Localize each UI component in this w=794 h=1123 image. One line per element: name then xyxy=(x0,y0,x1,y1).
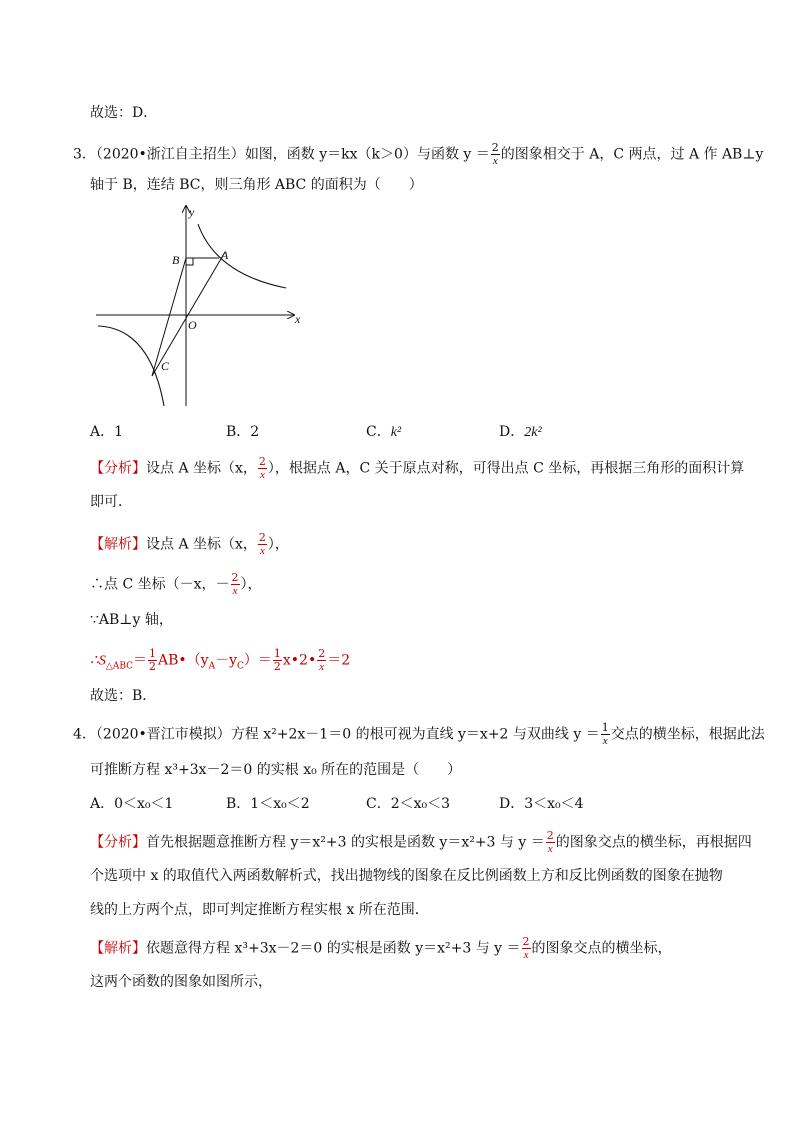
label-O: O xyxy=(188,318,197,332)
fraction-2-over-x: $\frac{2}{x}$ xyxy=(258,455,266,481)
label-B: B xyxy=(172,253,180,267)
q3-stem-fraction: $\frac{2}{x}$ xyxy=(491,141,499,167)
q3-conclusion: 故选：B． xyxy=(90,688,157,704)
q4-option-b: B．1＜x₀＜2 xyxy=(226,796,310,812)
q3-number: 3． xyxy=(73,146,96,163)
q3-figure xyxy=(88,198,308,408)
label-C: C xyxy=(161,359,170,373)
label-y: y xyxy=(189,205,195,219)
q4-option-a: A．0＜x₀＜1 xyxy=(90,796,174,812)
q4-stem-line2: 可推断方程 x³+3x－2＝0 的实根 x₀ 所在的范围是（ ） xyxy=(90,762,462,778)
q4-analysis-line2: 个选项中 x 的取值代入两函数解析式，找出抛物线的图象在反比例函数上方和反比例函数的图象在抛物 xyxy=(90,868,723,884)
q3-stem-line1: 3．（2020•浙江自主招生）如图，函数 y＝kx（k＞0）与函数 y ＝ $\frac{2}{x}$ 的图象相交于 A，C 两点，过 A 作 AB⊥y xyxy=(73,141,764,167)
analysis-tag: 【分析】 xyxy=(90,460,146,477)
q3-solution-line3: ∵AB⊥y 轴， xyxy=(90,612,173,628)
solution-tag: 【解析】 xyxy=(90,536,146,553)
q3-solution-line2: ∴点 C 坐标（－x，－ $\frac{2}{x}$ ）， xyxy=(90,571,262,597)
q4-solution-line2: 这两个函数的图象如图所示， xyxy=(90,974,272,990)
label-A: A xyxy=(221,248,229,262)
q3-option-d: D．2k² xyxy=(499,424,542,440)
q3-option-c: C．k² xyxy=(366,424,402,440)
q4-number: 4． xyxy=(73,726,96,743)
q4-source: （2020•晋江市模拟） xyxy=(95,726,231,743)
q2-conclusion: 故选：D． xyxy=(90,105,158,121)
line-AC xyxy=(152,252,225,376)
q3-source: （2020•浙江自主招生） xyxy=(95,146,245,163)
hyperbola-branch-2 xyxy=(98,326,164,406)
hyperbola-branch-1 xyxy=(198,224,286,288)
right-angle-mark xyxy=(186,258,193,265)
q4-option-d: D．3＜x₀＜4 xyxy=(499,796,584,812)
label-x: x xyxy=(295,312,301,326)
q3-analysis-line2: 即可． xyxy=(90,494,132,510)
q4-solution-line1: 【解析】依题意得方程 x³+3x－2＝0 的实根是函数 y＝x²+3 与 y ＝ $\frac{2}{x}$ 的图象交点的横坐标， xyxy=(90,935,672,961)
q4-option-c: C．2＜x₀＜3 xyxy=(366,796,451,812)
q3-solution-line4: $\therefore S_{\triangle ABC}=$ $\frac{1}{2}$ $AB•(y_A-y_C)=$ $\frac{1}{2}$ x•2• $\frac{2}{x}$ ＝2 xyxy=(90,647,351,673)
q3-analysis-line1: 【分析】设点 A 坐标（x， $\frac{2}{x}$ ），根据点 A，C 关于原点对称，可得出点 C 坐标，再根据三角形的面积计算 xyxy=(90,455,745,481)
q4-stem-line1: 4．（2020•晋江市模拟）方程 x²+2x－1＝0 的根可视为直线 y＝x+2 与双曲线 y ＝ $\frac{1}{x}$ 交点的横坐标，根据此法 xyxy=(73,721,765,747)
q4-analysis-line1: 【分析】首先根据题意推断方程 y＝x²+3 的实根是函数 y＝x²+3 与 y ＝ $\frac{2}{x}$ 的图象交点的横坐标，再根据四 xyxy=(90,829,752,855)
q4-analysis-line3: 线的上方两个点，即可判定推断方程实根 x 所在范围． xyxy=(90,902,429,918)
q3-option-a: A．1 xyxy=(90,424,124,440)
q3-stem-line2: 轴于 B，连结 BC，则三角形 ABC 的面积为（ ） xyxy=(90,177,423,193)
q3-option-b: B．2 xyxy=(226,424,260,440)
q3-solution-line1: 【解析】设点 A 坐标（x， $\frac{2}{x}$ ）， xyxy=(90,531,289,557)
